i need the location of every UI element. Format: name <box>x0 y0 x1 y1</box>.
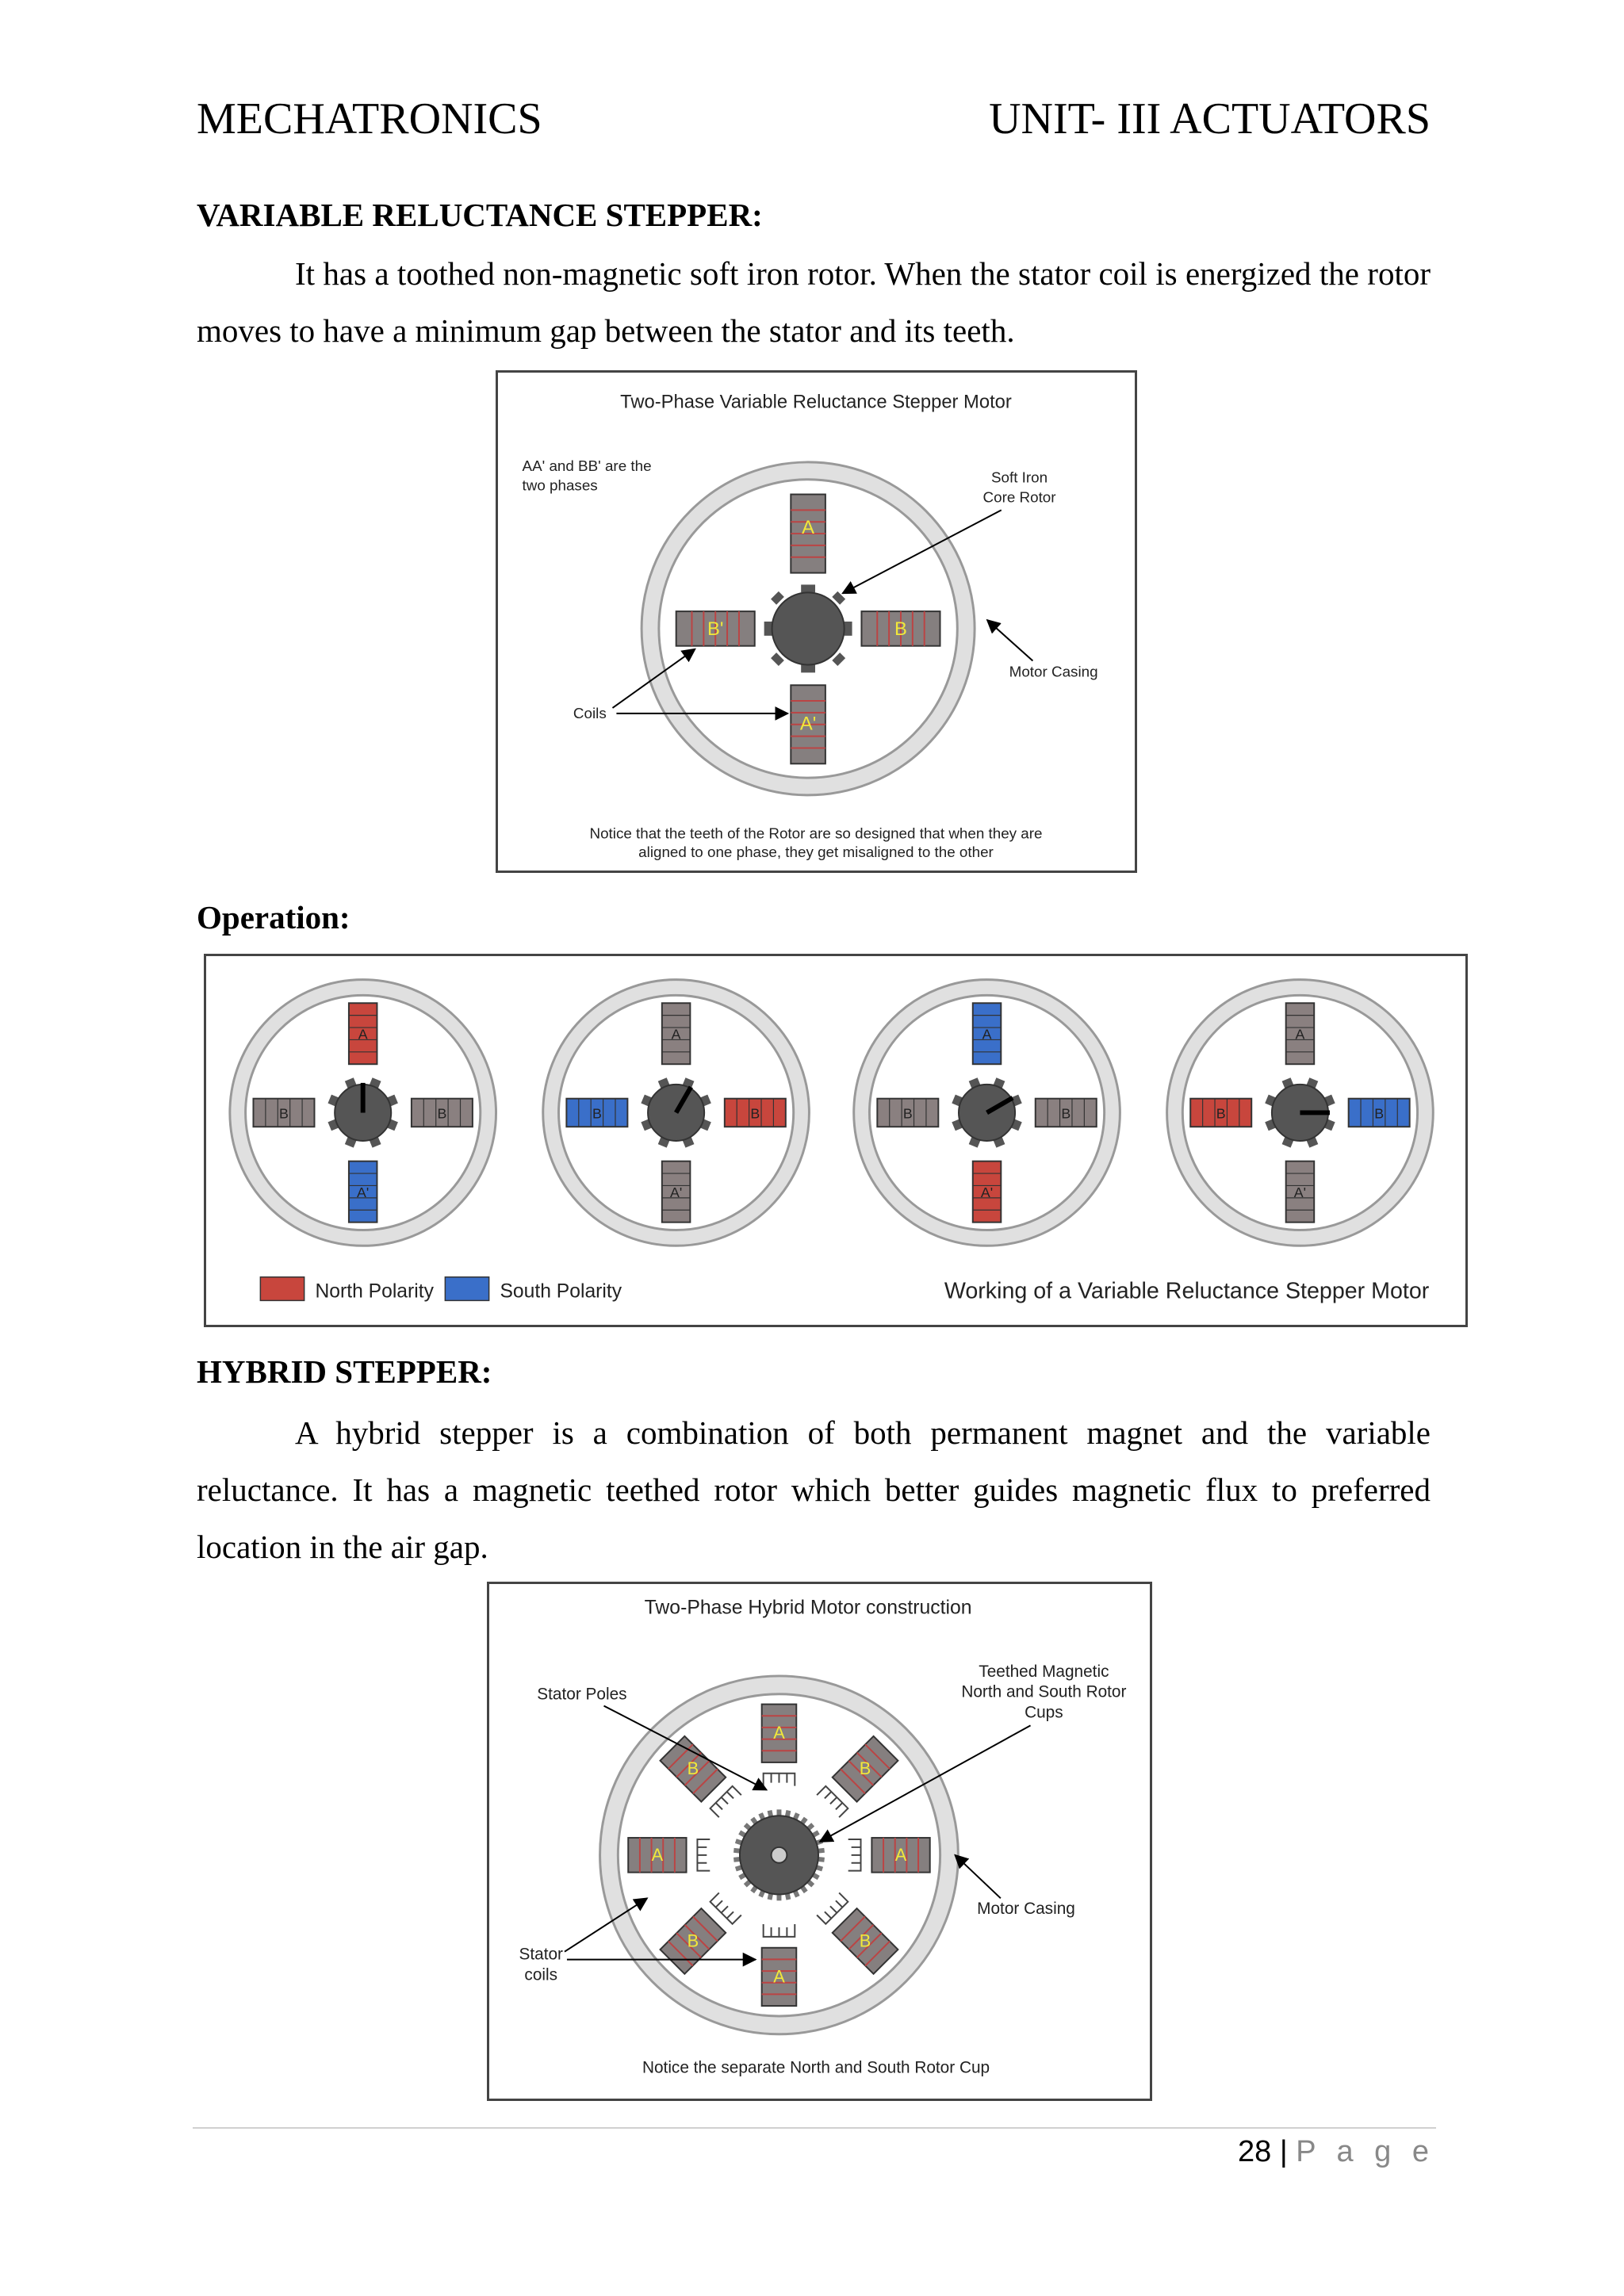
label-hybrid-casing: Motor Casing <box>977 1900 1075 1919</box>
coil-top <box>973 1003 1002 1064</box>
coil-left <box>1190 1099 1251 1127</box>
figure-vr-note-1: AA' and BB' are the <box>522 457 652 474</box>
label-rotor-1: Soft Iron <box>990 469 1048 486</box>
coil-top-label: A <box>982 1026 992 1043</box>
coil-top-label: A <box>358 1026 368 1043</box>
figure-vr-caption-2: aligned to one phase, they get misaligned to the other <box>638 844 994 861</box>
coil-left-label: B <box>902 1105 913 1122</box>
stator-pole-label: B <box>687 1931 699 1951</box>
figure-vr-title: Two-Phase Variable Reluctance Stepper Motor <box>620 391 1012 413</box>
running-header-unit: UNIT- III ACTUATORS <box>989 94 1431 144</box>
stator-pole-3 <box>848 1838 930 1873</box>
coil-bottom-label: A' <box>980 1184 994 1201</box>
coil-left <box>566 1099 627 1127</box>
stator-pole-label: A <box>894 1844 907 1865</box>
page-number: 28 <box>1237 2135 1272 2168</box>
coil-right <box>1349 1099 1410 1127</box>
svg-text:B: B <box>894 618 907 640</box>
coil-top <box>662 1003 691 1064</box>
footer-rule <box>193 2127 1436 2129</box>
label-stator-coils-1: Stator <box>519 1945 563 1964</box>
label-rotor-2: Core Rotor <box>982 488 1056 506</box>
svg-text:A: A <box>802 517 815 539</box>
coil-left-label: B <box>592 1105 602 1122</box>
figure-hybrid <box>487 1582 1152 2101</box>
legend-north-swatch <box>260 1277 304 1301</box>
coil-b-right <box>861 611 940 646</box>
label-casing: Motor Casing <box>1009 663 1098 680</box>
coil-bottom-label: A' <box>1293 1184 1307 1201</box>
label-stator-poles: Stator Poles <box>537 1685 627 1704</box>
section-heading-operation: Operation: <box>197 899 350 936</box>
svg-text:A': A' <box>799 713 817 735</box>
operation-diagram <box>206 956 1465 1325</box>
coil-left-label: B <box>279 1105 289 1122</box>
svg-text:B': B' <box>707 618 724 640</box>
stator-pole-label: A <box>773 1723 785 1743</box>
coil-top <box>349 1003 377 1064</box>
label-rotor-cups-3: Cups <box>1025 1703 1063 1722</box>
stator-pole-label: A <box>651 1844 664 1865</box>
section-heading-hybrid: HYBRID STEPPER: <box>197 1353 492 1390</box>
section-heading-variable-reluctance: VARIABLE RELUCTANCE STEPPER: <box>197 197 763 233</box>
coil-bottom <box>662 1161 691 1223</box>
figure-operation-title: Working of a Variable Reluctance Stepper Motor <box>944 1278 1430 1304</box>
operation-motor-step-1 <box>230 980 496 1246</box>
coil-top-label: A <box>671 1026 681 1043</box>
paragraph-variable-reluctance: It has a toothed non-magnetic soft iron rotor. When the stator coil is energized the rotor moves to have a minimum gap between the stator and its teeth. <box>197 255 1431 349</box>
operation-motor-step-4 <box>1167 980 1434 1246</box>
coil-bottom-label: A' <box>357 1184 370 1201</box>
coil-left-label: B <box>1216 1105 1226 1122</box>
coil-bottom <box>349 1161 377 1223</box>
stator-pole-label: A <box>773 1966 785 1987</box>
coil-right <box>725 1099 786 1127</box>
figure-hybrid-caption: Notice the separate North and South Rotor Cup <box>642 2058 990 2077</box>
figure-vr-caption-1: Notice that the teeth of the Rotor are so designed that when they are <box>589 825 1043 842</box>
soft-iron-rotor <box>764 584 852 672</box>
coil-left <box>877 1099 938 1127</box>
rotor-tooth <box>776 1809 781 1816</box>
stator-pole-7 <box>628 1838 710 1873</box>
page-footer <box>1238 2135 1435 2169</box>
legend-north-label: North Polarity <box>315 1280 434 1303</box>
page-word: P a g e <box>1296 2135 1435 2168</box>
rotor-tooth <box>776 1894 781 1900</box>
coil-right <box>412 1099 473 1127</box>
coil-left <box>253 1099 314 1127</box>
stator-pole-label: B <box>687 1758 699 1779</box>
arrow-casing <box>987 620 1032 661</box>
paragraph-hybrid: A hybrid stepper is a combination of both permanent magnet and the variable reluctance. It has a magnetic teethed rotor which better guides magnetic flux to preferred location in the air gap. <box>197 1414 1431 1565</box>
rotor <box>648 1085 704 1141</box>
label-coils: Coils <box>573 704 607 721</box>
arrow-hybrid-casing <box>955 1855 1000 1898</box>
running-header-title: MECHATRONICS <box>197 94 542 144</box>
coil-right-label: B <box>437 1105 447 1122</box>
stator-pole-5 <box>762 1924 797 2006</box>
rotor <box>959 1085 1015 1141</box>
label-rotor-cups-2: North and South Rotor <box>961 1682 1127 1701</box>
coil-top-label: A <box>1295 1026 1305 1043</box>
hybrid-diagram <box>489 1584 1150 2099</box>
vr-stepper-diagram <box>498 373 1135 871</box>
label-stator-coils-2: coils <box>524 1965 558 1984</box>
coil-right <box>1036 1099 1097 1127</box>
label-rotor-cups-1: Teethed Magnetic <box>979 1662 1109 1681</box>
coil-b-left <box>676 611 755 646</box>
coil-top <box>1286 1003 1315 1064</box>
legend-south-swatch <box>445 1277 488 1301</box>
coil-a-top <box>791 495 825 573</box>
coil-right-label: B <box>1374 1105 1385 1122</box>
coil-bottom-label: A' <box>669 1184 683 1201</box>
legend-south-label: South Polarity <box>500 1280 622 1303</box>
operation-motor-step-3 <box>854 980 1120 1246</box>
operation-motor-step-2 <box>543 980 810 1246</box>
rotor-shaft <box>772 1847 787 1863</box>
coil-right-label: B <box>750 1105 760 1122</box>
figure-vr-stepper <box>496 370 1137 873</box>
stator-pole-label: B <box>859 1758 871 1779</box>
stator-pole-label: B <box>859 1931 871 1951</box>
figure-vr-note-2: two phases <box>522 476 598 494</box>
figure-operation <box>204 954 1468 1327</box>
coil-bottom <box>1286 1161 1315 1223</box>
coil-a-bottom <box>791 685 825 763</box>
figure-hybrid-title: Two-Phase Hybrid Motor construction <box>644 1597 972 1619</box>
coil-bottom <box>973 1161 1002 1223</box>
coil-right-label: B <box>1061 1105 1071 1122</box>
page-separator: | <box>1279 2135 1288 2168</box>
stator-pole-1 <box>762 1705 797 1786</box>
